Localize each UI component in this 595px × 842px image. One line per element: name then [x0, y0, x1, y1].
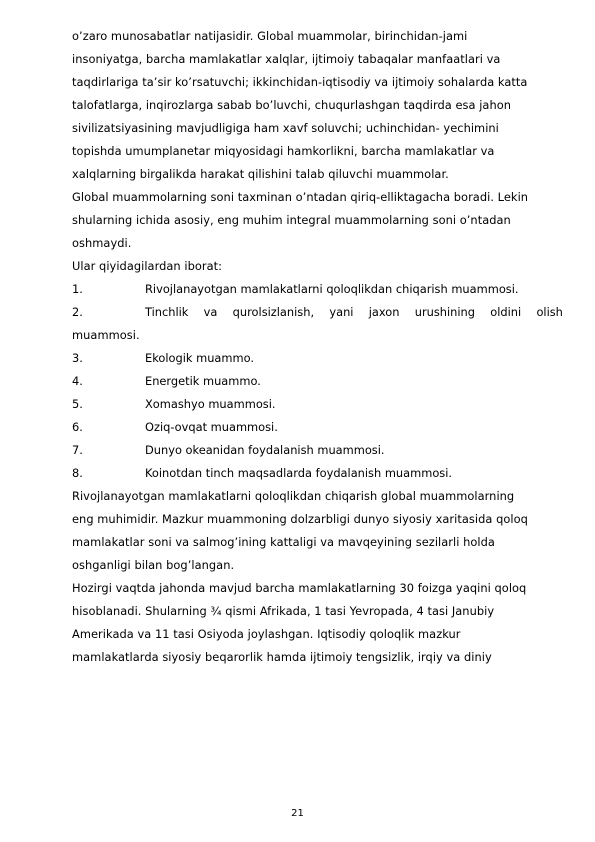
list-item-number: 2. [72, 305, 83, 319]
paragraph-line: oshganligi bilan bog’langan. [72, 558, 235, 572]
paragraph-line: Rivojlanayotgan mamlakatlarni qoloqlikdan chiqarish global muammolarning [72, 489, 515, 503]
paragraph-line: mamlakatlar soni va salmog’ining kattaligi va mavqeyining sezilarli holda [72, 535, 495, 549]
paragraph-line: o’zaro munosabatlar natijasidir. Global muammolar, birinchidan-jami [72, 29, 468, 43]
list-item-text: Oziq-ovqat muammosi. [145, 420, 278, 434]
word: qurolsizlanish, [232, 305, 315, 319]
word: yani [329, 305, 354, 319]
list-item-number: 3. [72, 351, 83, 365]
list-item-text-justified [145, 305, 563, 319]
paragraph-line: Amerikada va 11 tasi Osiyoda joylashgan. Iqtisodiy qoloqlik mazkur [72, 627, 461, 641]
paragraph-line: hisoblanadi. Shularning ¾ qismi Afrikada, 1 tasi Yevropada, 4 tasi Janubiy [72, 604, 495, 618]
word: urushining [414, 305, 475, 319]
word: Tinchlik [145, 305, 189, 319]
paragraph-line: shularning ichida asosiy, eng muhim integral muammolarning soni o’ntadan [72, 213, 511, 227]
list-item-text: Ekologik muammo. [145, 351, 254, 365]
word: olish [536, 305, 563, 319]
paragraph-line: talofatlarga, inqirozlarga sabab bo’luvchi, chuqurlashgan taqdirda esa jahon [72, 98, 512, 112]
paragraph-line: taqdirlariga ta’sir ko’rsatuvchi; ikkinchidan-iqtisodiy va ijtimoiy sohalarda katta [72, 75, 528, 89]
word: jaxon [368, 305, 400, 319]
paragraph-line: topishda umumplanetar miqyosidagi hamkorlikni, barcha mamlakatlar va [72, 144, 495, 158]
list-item-number: 6. [72, 420, 83, 434]
list-item-number: 5. [72, 397, 83, 411]
paragraph-line: eng muhimidir. Mazkur muammoning dolzarbligi dunyo siyosiy xaritasida qoloq [72, 512, 528, 526]
list-item-number: 4. [72, 374, 83, 388]
list-item-number: 1. [72, 282, 83, 296]
list-item-text: Xomashyo muammosi. [145, 397, 276, 411]
list-item-text: Energetik muammo. [145, 374, 261, 388]
paragraph-line: insoniyatga, barcha mamlakatlar xalqlar, ijtimoiy tabaqalar manfaatlari va [72, 52, 501, 66]
paragraph-line: mamlakatlarda siyosiy beqarorlik hamda ijtimoiy tengsizlik, irqiy va diniy [72, 650, 492, 664]
page-number: 21 [291, 808, 304, 819]
paragraph-line: Global muammolarning soni taxminan o’ntadan qiriq-elliktagacha boradi. Lekin [72, 190, 529, 204]
paragraph-line: oshmaydi. [72, 236, 132, 250]
list-item-number: 7. [72, 443, 83, 457]
list-item-number: 8. [72, 466, 83, 480]
list-item-text: Dunyo okeanidan foydalanish muammosi. [145, 443, 385, 457]
word: va [203, 305, 218, 319]
list-item-text: Rivojlanayotgan mamlakatlarni qoloqlikdan chiqarish muammosi. [145, 282, 519, 296]
list-item-text: Koinotdan tinch maqsadlarda foydalanish muammosi. [145, 466, 453, 480]
list-intro: Ular qiyidagilardan iborat: [72, 259, 223, 273]
list-item-continuation: muammosi. [72, 328, 140, 342]
paragraph-line: Hozirgi vaqtda jahonda mavjud barcha mamlakatlarning 30 foizga yaqini qoloq [72, 581, 527, 595]
word: oldini [490, 305, 522, 319]
paragraph-line: xalqlarning birgalikda harakat qilishini talab qiluvchi muammolar. [72, 167, 449, 181]
paragraph-line: sivilizatsiyasining mavjudligiga ham xavf soluvchi; uchinchidan- yechimini [72, 121, 499, 135]
